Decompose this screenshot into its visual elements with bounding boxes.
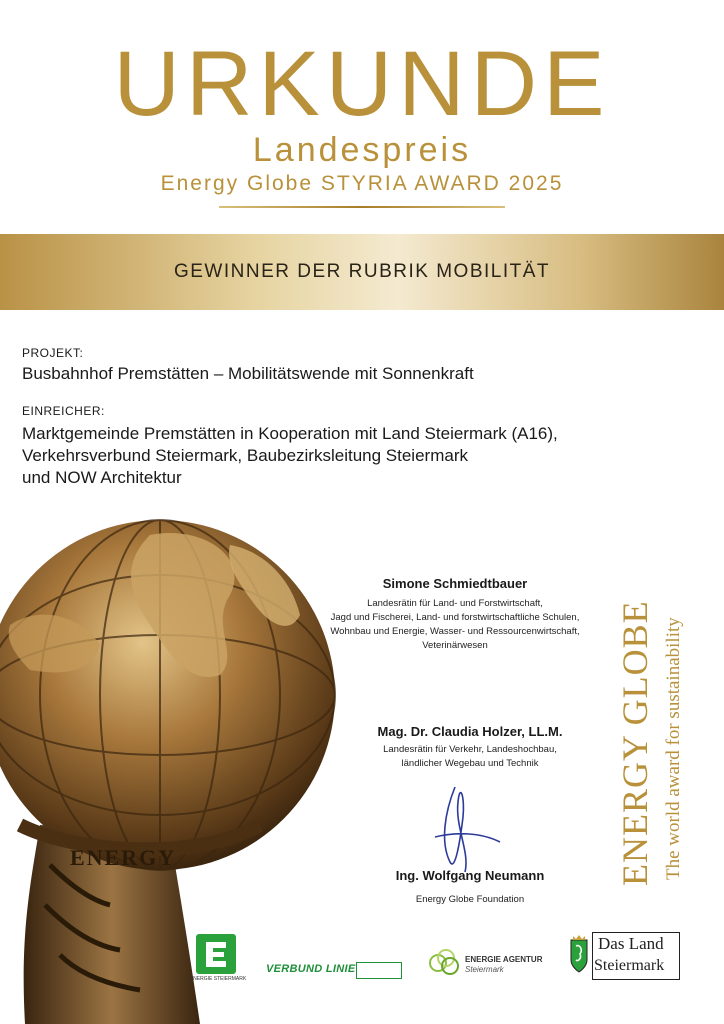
brand-vertical-title: ENERGY GLOBE xyxy=(615,600,655,886)
e-letter-icon xyxy=(196,934,236,974)
certificate-title: URKUNDE xyxy=(113,33,611,135)
energy-globe-vertical-logo xyxy=(603,580,693,890)
signatory-role xyxy=(300,597,610,653)
energie-agentur-icon xyxy=(428,948,462,978)
award-name: Energy Globe STYRIA AWARD 2025 xyxy=(160,172,564,195)
role-line: Landesrätin für Verkehr, Landeshochbau, xyxy=(383,744,557,755)
certificate-subtitle: Landespreis xyxy=(252,131,472,169)
role-line: Veterinärwesen xyxy=(422,640,488,651)
globe-trophy-image xyxy=(0,505,340,1024)
project-value: Busbahnhof Premstätten – Mobilitätswende mit Sonnenkraft xyxy=(22,364,474,383)
project-label: PROJEKT: xyxy=(22,346,84,360)
brand-vertical-tagline: The world award for sustainability xyxy=(663,617,684,880)
role-line: Wohnbau und Energie, Wasser- und Ressourcenwirtschaft, xyxy=(330,626,580,637)
submitter-label: EINREICHER: xyxy=(22,404,105,418)
signatory-name: Mag. Dr. Claudia Holzer, LL.M. xyxy=(377,724,563,739)
signatory-role xyxy=(330,893,610,907)
submitter-line: Verkehrsverbund Steiermark, Baubezirksleitung Steiermark xyxy=(22,446,468,465)
styria-coat-of-arms-icon xyxy=(568,934,590,974)
steiermark-text: Steiermark xyxy=(594,957,665,974)
verbund-linie-mark xyxy=(356,962,402,979)
role-line: Jagd und Fischerei, Land- und forstwirtschaftliche Schulen, xyxy=(330,612,580,623)
das-land-text: Das Land xyxy=(598,934,664,953)
winner-banner-text: GEWINNER DER RUBRIK MOBILITÄT xyxy=(173,261,551,282)
verbund-linie-logo: VERBUND LINIE xyxy=(266,963,356,975)
winner-banner xyxy=(0,234,724,310)
submitter-line: und NOW Architektur xyxy=(22,468,182,487)
energie-steiermark-text: ENERGIE STEIERMARK xyxy=(189,976,247,982)
handwritten-signature xyxy=(425,772,505,882)
trophy-engraving: ENERGY xyxy=(70,845,177,870)
energie-steiermark-logo xyxy=(196,934,236,974)
signatory-name: Simone Schmiedtbauer xyxy=(382,576,528,591)
signatory-name: Ing. Wolfgang Neumann xyxy=(395,868,545,883)
signatory-role xyxy=(330,743,610,771)
role-line: ländlicher Wegebau und Technik xyxy=(401,758,539,769)
energie-agentur-text: ENERGIE AGENTUR xyxy=(465,955,543,964)
role-line: Landesrätin für Land- und Forstwirtschaft, xyxy=(367,598,543,609)
role-line: Energy Globe Foundation xyxy=(415,894,525,905)
submitter-line: Marktgemeinde Premstätten in Kooperation mit Land Steiermark (A16), xyxy=(22,424,558,443)
gold-divider xyxy=(219,206,505,208)
energie-agentur-subtext: Steiermark xyxy=(465,965,504,974)
